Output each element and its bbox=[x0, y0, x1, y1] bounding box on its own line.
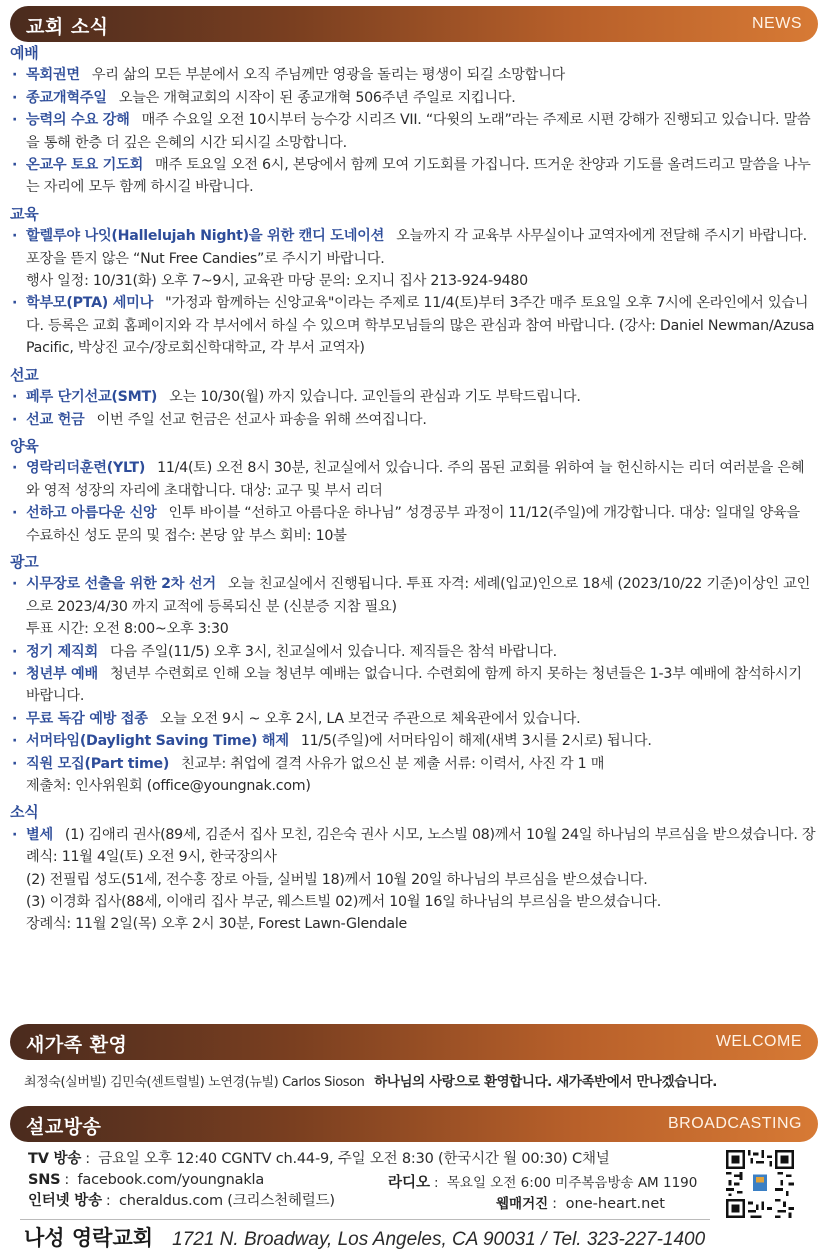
broadcast-banner-title: 설교방송 bbox=[26, 1116, 102, 1138]
bullet-icon: · bbox=[12, 89, 18, 106]
bullet-icon: · bbox=[12, 157, 18, 174]
tv-row: TV 방송 : 금요일 오후 12:40 CGNTV ch.44-9, 주일 오전 8:30 (한국시간 월 00:30) C채널 bbox=[28, 1151, 610, 1167]
sns-label: SNS bbox=[28, 1172, 61, 1188]
footer-divider bbox=[20, 1219, 710, 1220]
bullet-icon: · bbox=[12, 826, 18, 843]
welcome-line bbox=[24, 1070, 814, 1090]
news-item-text: 우리 삶의 모든 부분에서 오직 주님께만 영광을 돌리는 평생이 되길 소망합니다 bbox=[91, 67, 565, 84]
news-item-title: 서머타임(Daylight Saving Time) 해제 bbox=[26, 733, 289, 750]
bullet-icon: · bbox=[12, 228, 18, 245]
news-item-detail: 행사 일정: 10/31(화) 오후 7~9시, 교육관 마당 문의: 오지니 집사 213-924-9480 bbox=[26, 273, 528, 290]
bullet-icon: · bbox=[12, 460, 18, 477]
webzine-label: 웹매거진 bbox=[496, 1196, 549, 1212]
sns-row: SNS : facebook.com/youngnakla bbox=[28, 1172, 265, 1188]
qr-code-icon[interactable] bbox=[726, 1150, 794, 1218]
news-item-text: 매주 토요일 오전 6시, 본당에서 함께 모여 기도회를 가집니다. 뜨거운 찬양과 기도를 올려드리고 말씀을 나누는 자리에 모두 함께 하시길 바랍니다. bbox=[26, 157, 811, 196]
bullet-icon: · bbox=[12, 411, 18, 428]
news-item-text: 11/5(주일)에 서머타임이 해제(새벽 3시를 2시로) 됩니다. bbox=[300, 733, 652, 750]
welcome-message: 하나님의 사랑으로 환영합니다. 새가족반에서 만나겠습니다. bbox=[374, 1074, 717, 1090]
news-item bbox=[10, 409, 816, 431]
category-heading: 예배 bbox=[10, 44, 39, 62]
news-item-detail: 제출처: 인사위원회 (office@youngnak.com) bbox=[26, 778, 311, 794]
news-item-text: 오는 10/30(월) 까지 있습니다. 교인들의 관심과 기도 부탁드립니다. bbox=[169, 389, 581, 406]
radio-text: 목요일 오전 6:00 미주복음방송 AM 1190 bbox=[446, 1175, 698, 1191]
welcome-banner bbox=[10, 1024, 818, 1060]
category-heading: 교육 bbox=[10, 204, 39, 223]
news-item-text: "가정과 함께하는 신앙교육"이라는 주제로 11/4(토)부터 3주간 매주 토요일 오후 7시에 온라인에서 있습니다. 등록은 교회 홈페이지와 각 부서에서 하실 수 있으며 학부모님들의 많은 관심과 참여 바랍니다. (강사: Daniel Newman/Azusa Pacific, 박상진 교수/장로회신학대학교, 각 부서 교역자) bbox=[26, 295, 815, 357]
category-heading: 선교 bbox=[10, 365, 39, 384]
webzine-row: 웹매거진 : one-heart.net bbox=[496, 1196, 665, 1212]
news-item-text: 매주 수요일 오전 10시부터 능수강 시리즈 VII. “다윗의 노래”라는 주제로 시편 강해가 진행되고 있습니다. 말씀을 통해 한층 더 깊은 은혜의 시간 되시길 소망합니다. bbox=[26, 112, 811, 151]
news-item-text: 오늘까지 각 교육부 사무실이나 교역자에게 전달해 주시기 바랍니다. 포장을 뜯지 않은 “Nut Free Candies”로 주시기 바랍니다. bbox=[26, 228, 807, 267]
news-item bbox=[10, 641, 816, 663]
news-section bbox=[10, 42, 816, 936]
tv-label: TV 방송 bbox=[28, 1151, 82, 1167]
bullet-icon: · bbox=[12, 576, 18, 593]
internet-label: 인터넷 방송 bbox=[28, 1193, 102, 1209]
news-item-title: 학부모(PTA) 세미나 bbox=[26, 295, 154, 312]
news-item-title: 청년부 예배 bbox=[26, 665, 98, 682]
category-heading: 양육 bbox=[10, 436, 39, 455]
radio-label: 라디오 bbox=[388, 1175, 431, 1191]
news-banner bbox=[10, 6, 818, 42]
news-item-title: 영락리더훈련(YLT) bbox=[26, 460, 146, 477]
news-item bbox=[10, 573, 816, 618]
news-item-title: 무료 독감 예방 접종 bbox=[26, 710, 148, 727]
news-item-text: 다음 주일(11/5) 오후 3시, 친교실에서 있습니다. 제직들은 참석 바랍니다. bbox=[109, 643, 557, 660]
news-item-title: 할렐루야 나잇(Hallelujah Night)을 위한 캔디 도네이션 bbox=[26, 228, 385, 245]
bullet-icon: · bbox=[12, 755, 18, 772]
bullet-icon: · bbox=[12, 665, 18, 682]
news-item-title: 선하고 아름다운 신앙 bbox=[26, 505, 157, 522]
news-item bbox=[10, 502, 816, 547]
category-heading: 소식 bbox=[10, 803, 39, 822]
news-item bbox=[10, 663, 816, 708]
news-item-title: 목회권면 bbox=[26, 67, 80, 84]
broadcast-banner bbox=[10, 1106, 818, 1142]
bullet-icon: · bbox=[12, 733, 18, 750]
news-item-text: 11/4(토) 오전 8시 30분, 친교실에서 있습니다. 주의 몸된 교회를 위하여 늘 헌신하시는 리더 여러분을 은혜와 영적 성장의 자리에 초대합니다. 대상: 교구 및 부서 리더 bbox=[26, 460, 805, 499]
news-item-title: 페루 단기선교(SMT) bbox=[26, 389, 158, 406]
news-item bbox=[10, 824, 816, 869]
news-item bbox=[10, 730, 816, 752]
news-item bbox=[10, 109, 816, 154]
category-heading: 광고 bbox=[10, 552, 39, 571]
news-item bbox=[10, 753, 816, 775]
broadcast-banner-tag: BROADCASTING bbox=[667, 1115, 802, 1132]
internet-row: 인터넷 방송 : cheraldus.com (크리스천헤럴드) bbox=[28, 1193, 335, 1209]
news-item-text: (1) 김애리 권사(89세, 김준서 집사 모친, 김은숙 권사 시모, 노스빌 08)께서 10월 24일 하나님의 부르심을 받으셨습니다. 장례식: 11월 4일(토) 오전 9시, 한국장의사 bbox=[26, 826, 816, 866]
webzine-link[interactable]: one-heart.net bbox=[565, 1196, 665, 1212]
news-item-text: 이번 주일 선교 헌금은 선교사 파송을 위해 쓰여집니다. bbox=[96, 411, 427, 428]
bullet-icon: · bbox=[12, 112, 18, 129]
news-item-title: 선교 헌금 bbox=[26, 411, 85, 428]
news-item-text: 청년부 수련회로 인해 오늘 청년부 예배는 없습니다. 수련회에 함께 하지 못하는 청년들은 1-3부 예배에 참석하시기 바랍니다. bbox=[26, 665, 802, 705]
radio-row: 라디오 : 목요일 오전 6:00 미주복음방송 AM 1190 bbox=[388, 1175, 698, 1191]
footer bbox=[24, 1222, 705, 1252]
bullet-icon: · bbox=[12, 295, 18, 312]
new-family-names: 최정숙(실버빌) 김민숙(센트럴빌) 노연경(뉴빌) Carlos Sioson bbox=[24, 1075, 365, 1090]
news-item-detail: 투표 시간: 오전 8:00~오후 3:30 bbox=[26, 621, 229, 638]
news-item-title: 정기 제직회 bbox=[26, 643, 98, 660]
news-banner-title: 교회 소식 bbox=[26, 16, 109, 38]
news-item bbox=[10, 457, 816, 502]
news-item bbox=[10, 87, 816, 109]
news-item-title: 능력의 수요 강해 bbox=[26, 112, 130, 129]
news-item-title: 온교우 토요 기도회 bbox=[26, 157, 144, 174]
bullet-icon: · bbox=[12, 505, 18, 522]
news-item-title: 시무장로 선출을 위한 2차 선거 bbox=[26, 576, 216, 593]
news-item bbox=[10, 386, 816, 408]
bullet-icon: · bbox=[12, 710, 18, 727]
news-item-text: 친교부: 취업에 결격 사유가 없으신 분 제출 서류: 이력서, 사진 각 1 매 bbox=[181, 755, 605, 772]
news-item bbox=[10, 64, 816, 86]
news-item bbox=[10, 225, 816, 270]
welcome-banner-tag: WELCOME bbox=[715, 1033, 802, 1050]
news-item-text: 오늘 오전 9시 ~ 오후 2시, LA 보건국 주관으로 체육관에서 있습니다. bbox=[159, 710, 581, 727]
church-name: 나성 영락교회 bbox=[24, 1226, 154, 1250]
news-banner-tag: NEWS bbox=[752, 15, 802, 32]
bullet-icon: · bbox=[12, 643, 18, 660]
news-item-title: 별세 bbox=[26, 826, 53, 843]
internet-link[interactable]: cheraldus.com (크리스천헤럴드) bbox=[119, 1193, 335, 1209]
news-item bbox=[10, 292, 816, 359]
news-item-text: 오늘 친교실에서 진행됩니다. 투표 자격: 세례(입교)인으로 18세 (2023/10/22 기준)이상인 교인으로 2023/4/30 까지 교적에 등록되신 분 (신분증 지참 필요) bbox=[26, 576, 811, 615]
news-item-detail: (2) 전필립 성도(51세, 전수홍 장로 아들, 실버빌 18)께서 10월 20일 하나님의 부르심을 받으셨습니다. bbox=[26, 871, 648, 888]
news-item-text: 오늘은 개혁교회의 시작이 된 종교개혁 506주년 주일로 지킵니다. bbox=[118, 89, 516, 106]
welcome-banner-title: 새가족 환영 bbox=[26, 1034, 128, 1056]
news-item bbox=[10, 154, 816, 199]
sns-link[interactable]: facebook.com/youngnakla bbox=[77, 1172, 265, 1188]
news-item-title: 종교개혁주일 bbox=[26, 89, 107, 106]
bullet-icon: · bbox=[12, 389, 18, 406]
news-item-title: 직원 모집(Part time) bbox=[26, 755, 170, 772]
news-item-text: 인투 바이블 “선하고 아름다운 하나님” 성경공부 과정이 11/12(주일)에 개강합니다. 대상: 일대일 양육을 수료하신 성도 문의 및 접수: 본당 앞 부스 회비: 10불 bbox=[26, 505, 800, 544]
church-address: 1721 N. Broadway, Los Angeles, CA 90031 / Tel. 323-227-1400 bbox=[172, 1229, 706, 1250]
news-item-detail: 장례식: 11월 2일(목) 오후 2시 30분, Forest Lawn-Glendale bbox=[26, 916, 408, 933]
tv-text: 금요일 오후 12:40 CGNTV ch.44-9, 주일 오전 8:30 (한국시간 월 00:30) C채널 bbox=[98, 1151, 610, 1167]
news-item bbox=[10, 708, 816, 730]
news-item-detail: (3) 이경화 집사(88세, 이애리 집사 부군, 웨스트빌 02)께서 10월 16일 하나님의 부르심을 받으셨습니다. bbox=[26, 894, 661, 911]
bullet-icon: · bbox=[12, 67, 18, 84]
